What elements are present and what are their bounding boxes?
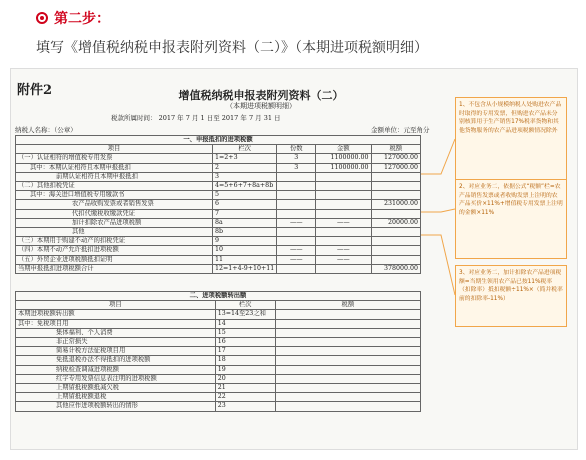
table-row: [16, 264, 421, 273]
row-tax: 231000.00: [371, 200, 420, 209]
row-line: 19: [215, 365, 275, 374]
row-item: 其他: [16, 228, 213, 237]
step-description: 填写《增值税纳税申报表附列资料（二）》（本期进项税额明细）: [36, 40, 428, 56]
row-item: 农产品收购发票或者销售发票: [16, 200, 213, 209]
row-item: 其中：免税项目用: [16, 319, 216, 328]
row-line: 1=2+3: [213, 154, 277, 163]
table-row: [16, 228, 421, 237]
row-count: [277, 182, 316, 191]
row-item: 当期申报抵扣进项税额合计: [16, 264, 213, 273]
header-item: 项目: [16, 301, 216, 310]
row-line: 2: [213, 163, 277, 172]
row-count: ——: [277, 218, 316, 227]
row-line: 14: [215, 319, 275, 328]
table-row: [16, 237, 421, 246]
table-row: [16, 365, 421, 374]
row-amount: [316, 237, 371, 246]
table-row: [16, 328, 421, 337]
row-item: （四）本期不动产允许抵扣进项税额: [16, 246, 213, 255]
row-amount: [316, 191, 371, 200]
row-count: [277, 209, 316, 218]
row-tax: 127000.00: [371, 163, 420, 172]
row-item: （三）本期用于购建不动产的扣税凭证: [16, 237, 213, 246]
row-amount: [316, 200, 371, 209]
row-item: （五）外贸企业进项税额抵扣证明: [16, 255, 213, 264]
row-line: 13=14至23之和: [215, 310, 275, 319]
form-image: [10, 68, 578, 450]
row-tax: [371, 255, 420, 264]
transfer-out-table: [15, 291, 421, 412]
header-tax: 税额: [371, 145, 420, 154]
row-line: 12=1+4-9+10+11: [213, 264, 277, 273]
row-item: 前期认证相符且本期申报抵扣: [16, 172, 213, 181]
row-tax: [371, 191, 420, 200]
row-tax: [371, 172, 420, 181]
row-tax: [371, 237, 420, 246]
amount-unit: 金额单位：元至角分: [371, 126, 430, 134]
step-label: 第二步：: [54, 11, 110, 27]
row-tax: 378000.00: [371, 264, 420, 273]
row-line: 7: [213, 209, 277, 218]
row-amount: ——: [316, 255, 371, 264]
section-2-title: 二、进项税额转出额: [16, 292, 421, 301]
row-item: 集体福利、个人消费: [16, 328, 216, 337]
row-tax: [371, 209, 420, 218]
table-row: [16, 356, 421, 365]
row-line: 15: [215, 328, 275, 337]
row-count: [277, 191, 316, 200]
table-row: [16, 218, 421, 227]
row-item: 上期留抵税额抵减欠税: [16, 384, 216, 393]
table-row: [16, 393, 421, 402]
row-count: [277, 172, 316, 181]
target-icon: [36, 12, 48, 24]
row-line: 16: [215, 338, 275, 347]
row-item: 非正常损失: [16, 338, 216, 347]
row-line: 17: [215, 347, 275, 356]
table-row: [16, 172, 421, 181]
row-amount: [316, 172, 371, 181]
attachment-label: 附件2: [17, 83, 53, 98]
table-row: [16, 154, 421, 163]
row-item: （一）认证相符的增值税专用发票: [16, 154, 213, 163]
row-amount: [316, 182, 371, 191]
row-count: 3: [277, 163, 316, 172]
table-row: [16, 209, 421, 218]
table-row: [16, 246, 421, 255]
input-tax-table: [15, 135, 421, 274]
header-item: 项目: [16, 145, 213, 154]
row-amount: [316, 264, 371, 273]
row-line: 10: [213, 246, 277, 255]
form-subtitle: （本期进项税额明细）: [226, 102, 296, 110]
row-amount: [316, 209, 371, 218]
annotation-note-1: 1、不包含从小规模纳税人处购进农产品时取得的专用发票，但购进农产品未分别核算用于生产销售17%税率货物和其他货物服务的农产品进项税额情况除外: [455, 97, 567, 197]
row-item: 加计扣除农产品进项税额: [16, 218, 213, 227]
table-row: [16, 200, 421, 209]
row-amount: [316, 228, 371, 237]
annotation-note-2: 2、对应业务二，依据公式“税额”栏=农产品销售发票或者收购发票上注明的农产品买价×11%+增值税专用发票上注明的金额×11%: [455, 179, 567, 259]
section-1-title: 一、申报抵扣的进项税额: [16, 136, 421, 145]
row-amount: ——: [316, 246, 371, 255]
taxpayer-name: 纳税人名称：（公章）: [15, 126, 77, 134]
row-line: 21: [215, 384, 275, 393]
row-count: ——: [277, 246, 316, 255]
table-row: [16, 163, 421, 172]
step-heading: [36, 8, 110, 28]
row-tax: [371, 182, 420, 191]
row-line: 18: [215, 356, 275, 365]
row-line: 8a: [213, 218, 277, 227]
row-line: 9: [213, 237, 277, 246]
table-row: [16, 310, 421, 319]
table-row: [16, 384, 421, 393]
tax-period: 税款所属时间： 2017 年 7 月 1 日至 2017 年 7 月 31 日: [111, 114, 281, 122]
row-tax: [371, 228, 420, 237]
row-item: 免抵退税办法不得抵扣的进项税额: [16, 356, 216, 365]
row-line: 4=5+6+7+8a+8b: [213, 182, 277, 191]
row-item: 简易计税方法征税项目用: [16, 347, 216, 356]
row-tax: 127000.00: [371, 154, 420, 163]
row-amount: 1100000.00: [316, 154, 371, 163]
header-tax: 税额: [275, 301, 420, 310]
row-amount: 1100000.00: [316, 163, 371, 172]
row-line: 11: [213, 255, 277, 264]
row-count: [277, 228, 316, 237]
table-row: [16, 347, 421, 356]
header-line: 栏次: [213, 145, 277, 154]
row-count: ——: [277, 255, 316, 264]
row-line: 6: [213, 200, 277, 209]
row-item: 本期进项税额转出额: [16, 310, 216, 319]
table-row: [16, 191, 421, 200]
row-tax: [371, 246, 420, 255]
row-item: 其中：海关进口增值税专用缴款书: [16, 191, 213, 200]
row-item: 其他应作进项税额转出的情形: [16, 402, 216, 411]
table-row: [16, 255, 421, 264]
header-line: 栏次: [215, 301, 275, 310]
row-tax: 20000.00: [371, 218, 420, 227]
row-item: 纳税检查调减进项税额: [16, 365, 216, 374]
row-count: [277, 237, 316, 246]
row-count: [277, 200, 316, 209]
form-title: 增值税纳税申报表附列资料（二）: [178, 89, 344, 102]
row-line: 20: [215, 374, 275, 383]
table-row: [16, 182, 421, 191]
header-count: 份数: [277, 145, 316, 154]
row-item: 其中：本期认证相符且本期申报抵扣: [16, 163, 213, 172]
row-line: 8b: [213, 228, 277, 237]
row-count: 3: [277, 154, 316, 163]
row-item: 代扣代缴税收缴款凭证: [16, 209, 213, 218]
row-line: 22: [215, 393, 275, 402]
table-row: [16, 319, 421, 328]
table-row: [16, 374, 421, 383]
row-amount: ——: [316, 218, 371, 227]
row-item: 红字专用发票信息表注明的进项税额: [16, 374, 216, 383]
annotation-note-3: 3、对应业务二，加计扣除农产品进项税额=当期生领用农产品已按11%税率（扣除率）抵扣税额÷11%×（简并税率前的扣除率-11%）: [455, 265, 567, 327]
table-row: [16, 338, 421, 347]
row-line: 5: [213, 191, 277, 200]
row-line: 23: [215, 402, 275, 411]
row-count: [277, 264, 316, 273]
table-row: [16, 402, 421, 411]
header-amount: 金额: [316, 145, 371, 154]
row-line: 3: [213, 172, 277, 181]
row-item: 上期留抵税额退税: [16, 393, 216, 402]
row-item: （二）其他扣税凭证: [16, 182, 213, 191]
